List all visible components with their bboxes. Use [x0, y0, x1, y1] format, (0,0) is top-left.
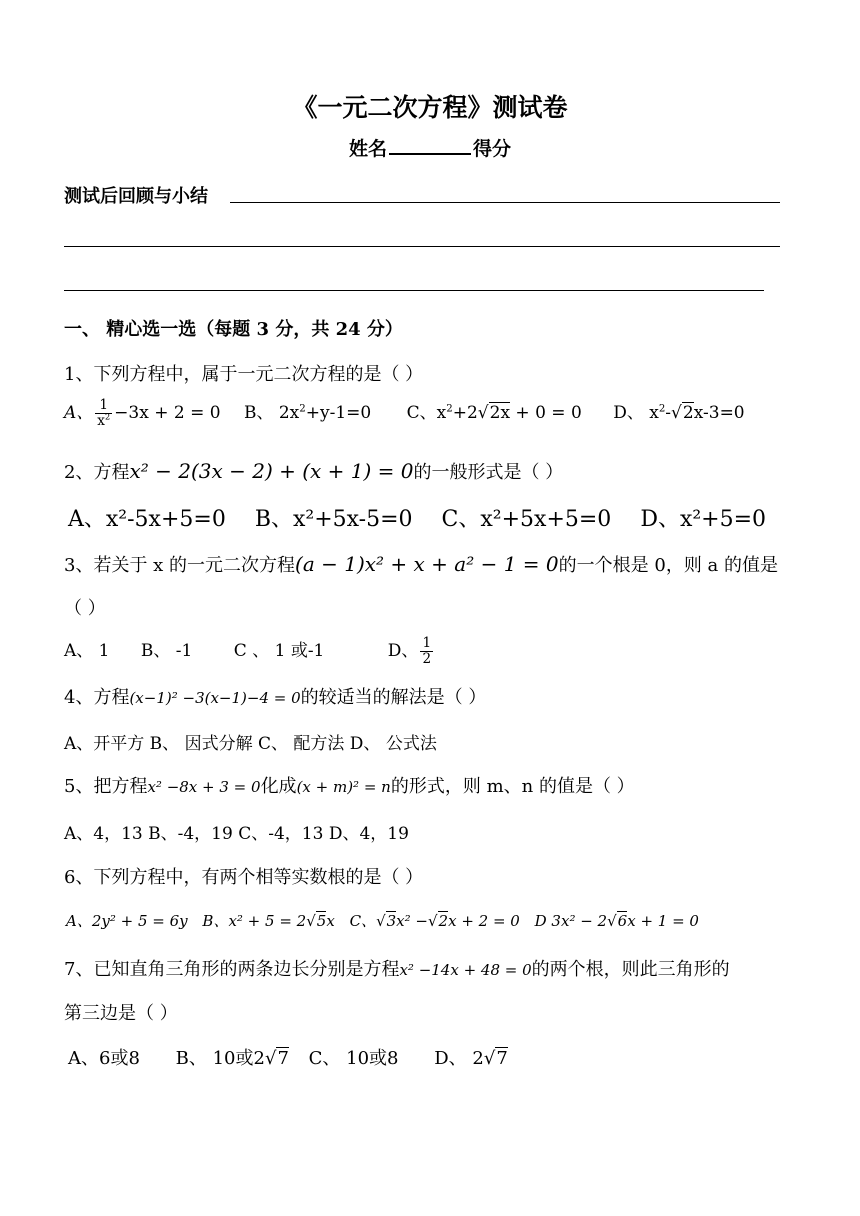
- q2-option-a: A、x²-5x+5=0: [68, 507, 226, 532]
- question-7-options: [68, 1044, 508, 1070]
- question-5-options: A、4，13 B、-4，19 C、-4，13 D、4，19: [64, 824, 409, 844]
- q3-option-c: C 、 1 或-1: [233, 641, 325, 661]
- question-4-options: A、开平方 B、 因式分解 C、 配方法 D、 公式法: [64, 734, 437, 754]
- q7-equation: x² −14x + 48 = 0: [399, 961, 532, 979]
- question-6: 6、下列方程中，有两个相等实数根的是（ ）: [64, 867, 424, 888]
- q2-option-d: D、x²+5=0: [640, 507, 767, 532]
- q3-option-d: D、 $\frac{1}{2}$: [387, 635, 432, 667]
- q1-option-a-fraction: $\frac{1}{x^2}$: [97, 397, 111, 429]
- question-4: 4、方程(x−1)² −3(x−1)−4 = 0的较适当的解法是（ ）: [64, 687, 487, 708]
- name-label: 姓名: [348, 138, 387, 160]
- name-blank[interactable]: [389, 135, 471, 155]
- review-label: 测试后回顾与小结: [64, 186, 208, 207]
- q2-option-c: C、x²+5x+5=0: [441, 507, 612, 532]
- q6-option-c: C、√3x² −√2x + 2 = 0: [349, 912, 520, 930]
- question-2: 2、方程x² − 2(3x − 2) + (x + 1) = 0的一般形式是（ ）: [64, 459, 564, 483]
- q2-option-b: B、x²+5x-5=0: [254, 507, 413, 532]
- question-3-line2: （ ）: [64, 598, 106, 619]
- q3-option-a: A、 1: [64, 641, 110, 661]
- question-3: 3、若关于 x 的一元二次方程(a − 1)x² + x + a² − 1 = 0的一个根是 0，则 a 的值是: [64, 552, 778, 576]
- question-3-options: [64, 636, 435, 667]
- q6-option-a: A、2y² + 5 = 6y: [66, 912, 188, 930]
- q7-option-a: A、6或8: [68, 1048, 140, 1069]
- page-title: 《一元二次方程》测试卷: [292, 93, 568, 122]
- question-2-options: [68, 502, 766, 533]
- q5-equation-2: (x + m)² = n: [296, 778, 391, 796]
- question-5: 5、把方程x² −8x + 3 = 0化成(x + m)² = n的形式，则 m、n 的值是（ ）: [64, 776, 635, 797]
- score-label: 得分: [473, 138, 512, 160]
- question-7: 7、已知直角三角形的两条边长分别是方程x² −14x + 48 = 0的两个根，则此三角形的: [64, 959, 730, 980]
- q6-option-d: D 3x² − 2√6x + 1 = 0: [534, 912, 699, 930]
- question-6-options: [66, 910, 699, 931]
- q1-option-a-label: A、: [64, 403, 94, 423]
- q5-equation-1: x² −8x + 3 = 0: [147, 778, 261, 796]
- q1-option-d: D、 $x^2-√2x-3=0$: [613, 403, 745, 423]
- review-line-2[interactable]: [64, 246, 780, 247]
- q3-equation: (a − 1)x² + x + a² − 1 = 0: [295, 552, 559, 576]
- review-line-1[interactable]: [230, 202, 780, 203]
- section-heading: 一、 精心选一选（每题 3 分，共 24 分）: [64, 319, 403, 340]
- q6-option-b: B、x² + 5 = 2√5x: [202, 912, 335, 930]
- q1-option-a-rest: −3x + 2 = 0: [114, 403, 221, 423]
- review-line-3[interactable]: [64, 290, 764, 291]
- q7-option-d: D、 2√7: [434, 1048, 508, 1069]
- name-score-line: [0, 134, 860, 161]
- question-7-line2: 第三边是（ ）: [64, 1003, 178, 1024]
- q7-option-c: C、 10或8: [308, 1048, 399, 1069]
- question-1-options: [64, 398, 745, 429]
- q3-option-b: B、 -1: [140, 641, 193, 661]
- q4-equation: (x−1)² −3(x−1)−4 = 0: [129, 689, 301, 707]
- q7-option-b: B、 10或2√7: [175, 1048, 289, 1069]
- question-1: 1、下列方程中，属于一元二次方程的是（ ）: [64, 364, 424, 385]
- q2-equation: x² − 2(3x − 2) + (x + 1) = 0: [129, 459, 414, 483]
- q1-option-b: B、 $2x^2+y-1=0$: [243, 403, 372, 423]
- q1-option-c: C、$x^2+2√2x + 0 = 0$: [406, 403, 582, 423]
